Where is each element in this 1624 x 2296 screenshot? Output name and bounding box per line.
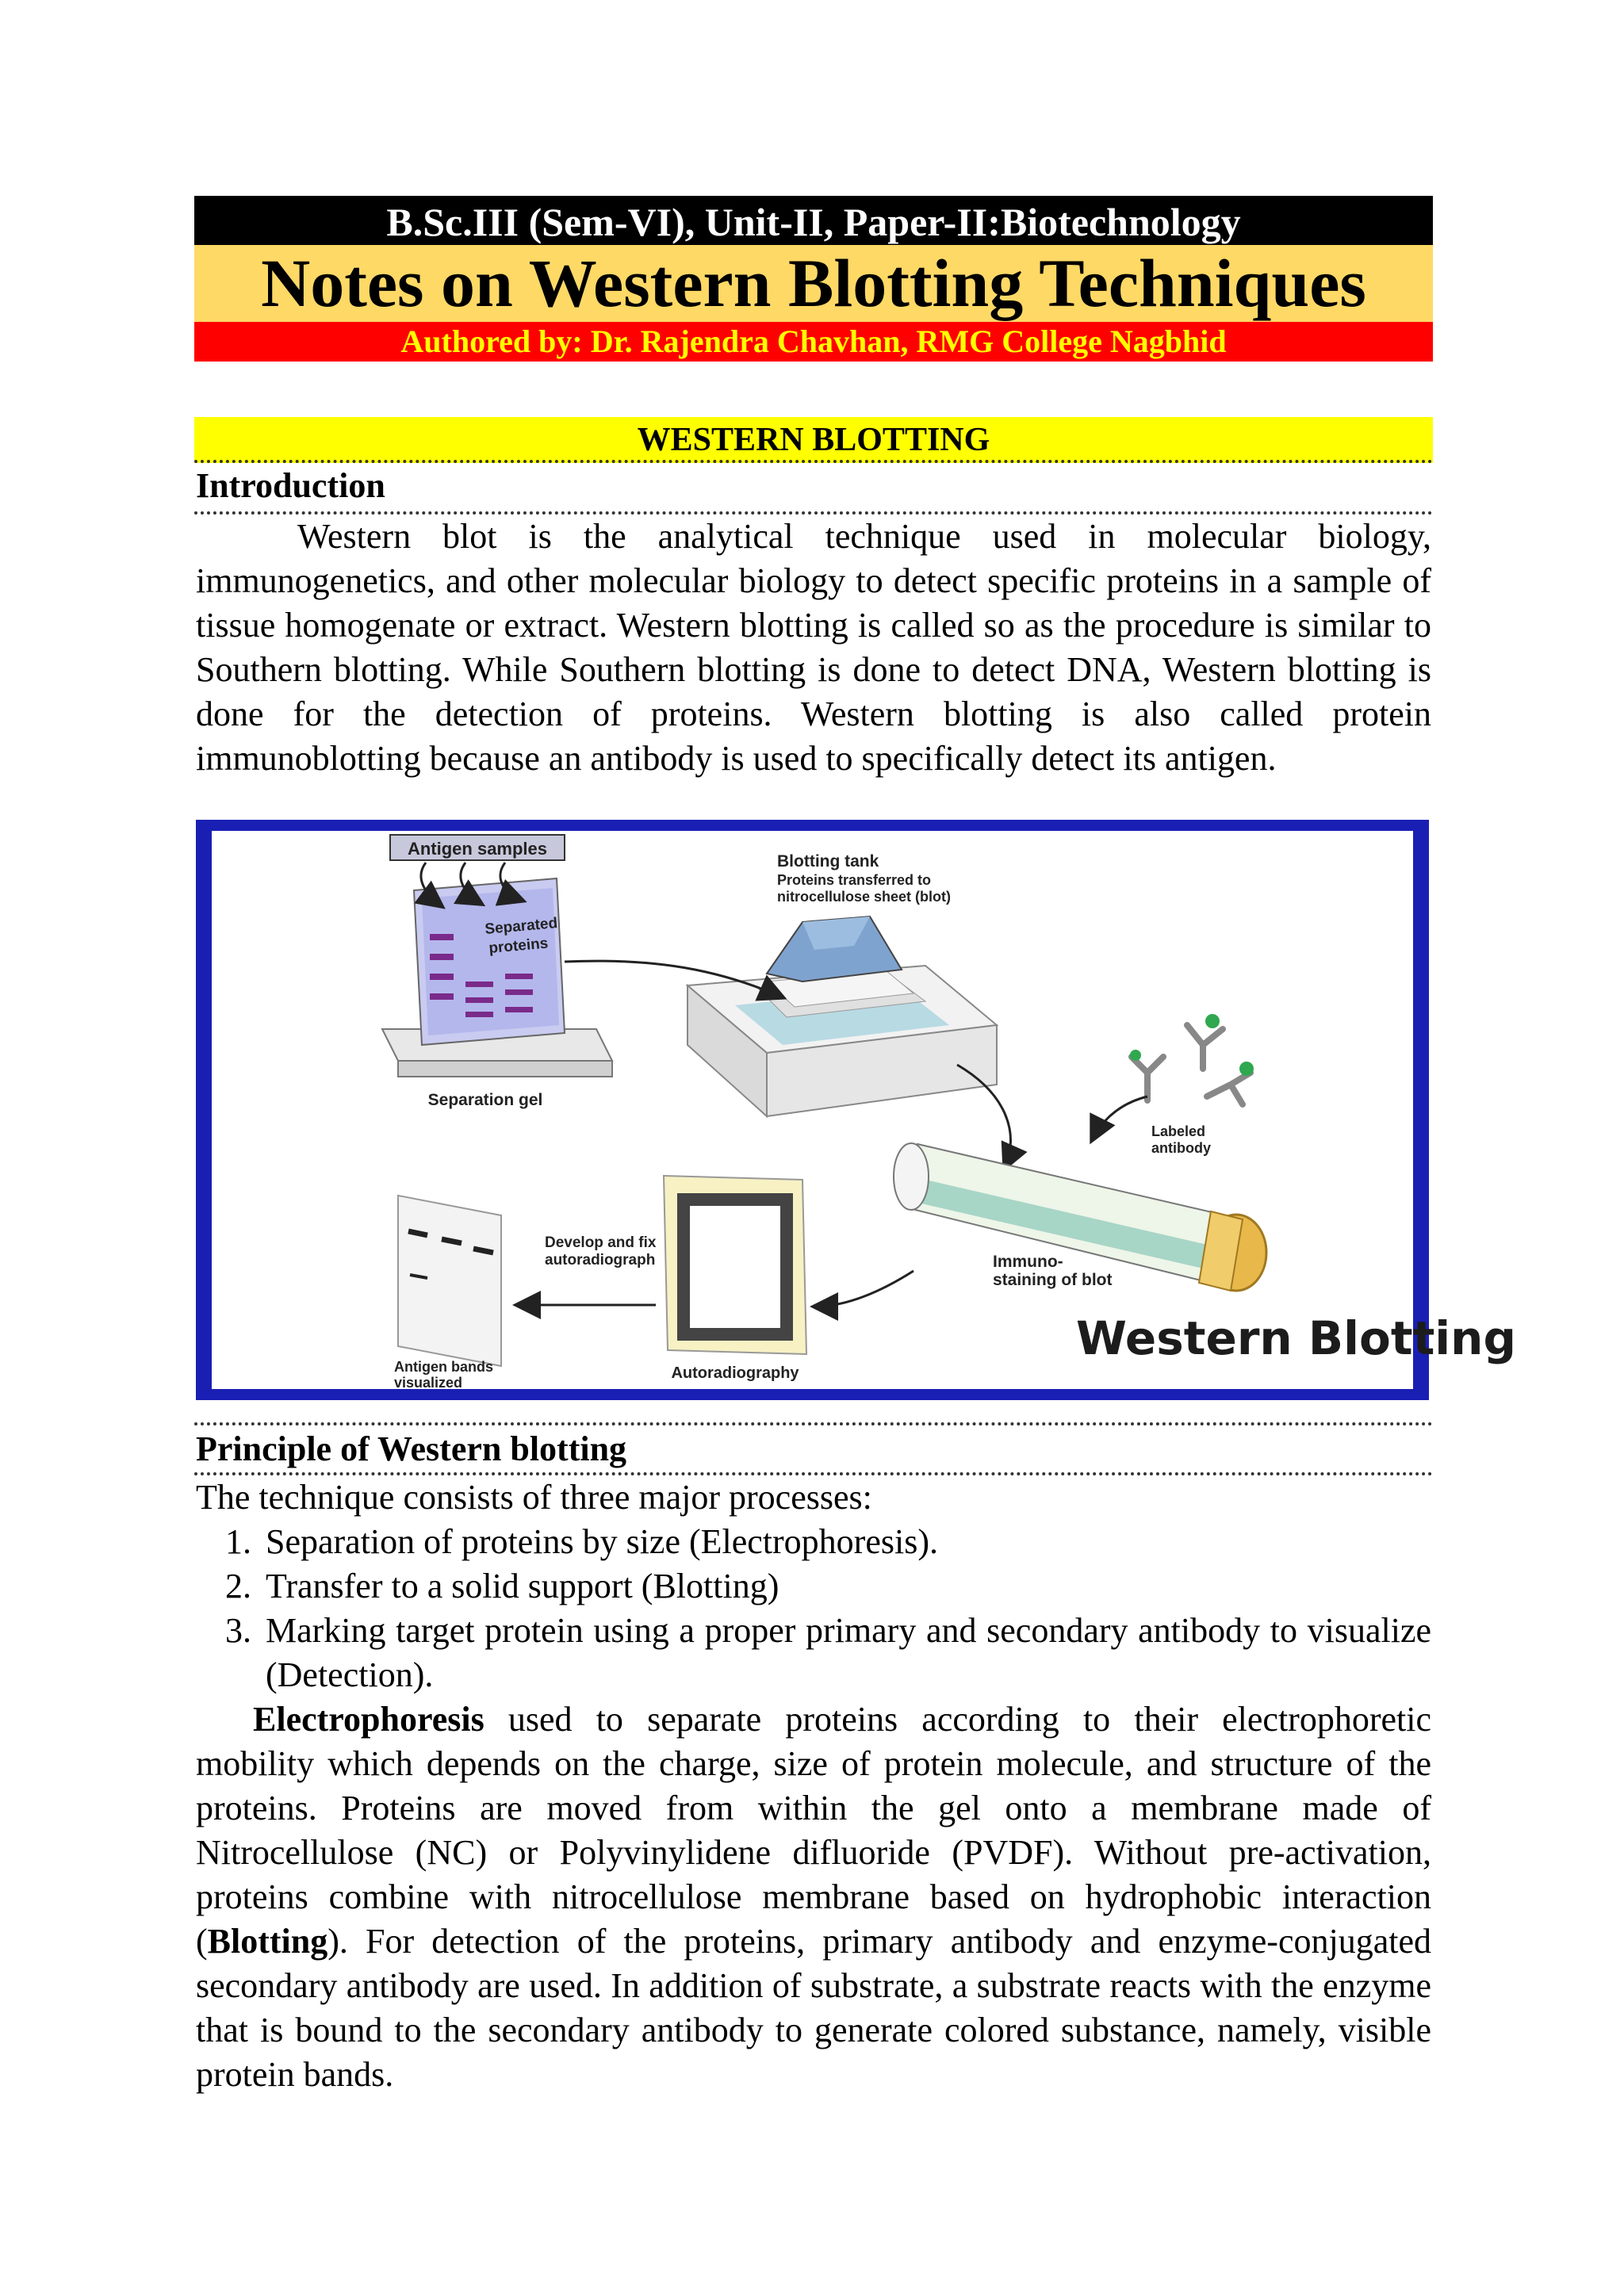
list-item [196,1520,1431,1564]
list-item [196,1609,1431,1697]
list-number: 2. [225,1567,251,1605]
introduction-heading: Introduction [196,466,385,505]
bold-term: Electrophoresis [253,1700,485,1739]
list-item [196,1564,1431,1609]
divider [194,1422,1433,1425]
principle-text [196,1697,1431,2097]
separated-label: Separated [484,915,558,938]
develop-label: Develop and fix [545,1234,657,1251]
diagram-canvas [212,831,1516,1391]
document-title: Notes on Western Blotting Techniques [194,245,1433,322]
western-blotting-diagram [196,820,1516,1400]
principle-lead [196,1475,1431,1520]
immuno-label: Immuno- [993,1253,1063,1271]
separation-gel-label: Separation gel [427,1091,543,1109]
list-number: 3. [225,1611,251,1650]
antigen-samples-label: Antigen samples [407,839,548,859]
author-banner: Authored by: Dr. Rajendra Chavhan, RMG College Nagbhid [194,322,1433,362]
blotting-tank-sub2: nitrocellulose sheet (blot) [777,889,952,905]
list-text: Transfer to a solid support (Blotting) [266,1567,779,1605]
labeled-label: Labeled [1151,1123,1206,1139]
blotting-tank-sub1: Proteins transferred to [777,872,932,888]
principle-lead-text: The technique consists of three major processes: [196,1478,872,1517]
section-title: WESTERN BLOTTING [194,417,1433,463]
course-banner: B.Sc.III (Sem-VI), Unit-II, Paper-II:Biotechnology [194,196,1433,245]
blotting-tank-label: Blotting tank [777,852,879,871]
autoradiography-label: Autoradiography [671,1364,799,1382]
principle-steps [196,1520,1431,1697]
autoradiograph-label: autoradiograph [545,1252,656,1269]
antibody-label: antibody [1151,1140,1211,1156]
staining-label: staining of blot [993,1271,1113,1289]
introduction-text [196,515,1431,781]
diagram-watermark-title: Western Blotting [1076,1311,1516,1365]
proteins-label: proteins [488,935,550,957]
paragraph-text: ). For detection of the proteins, primary antibody and enzyme-conjugated secondary antibody are used. In addition of substrate, a substrate reacts with the enzyme that is bound to the secondary antibody to generate colored substance, namely, visible protein bands. [196,1922,1431,2094]
antigen-bands-label: Antigen bands [394,1359,493,1375]
paragraph-text: used to separate proteins according to their electrophoretic mobility which depends on the charge, size of protein molecule, and structure of the proteins. Proteins are moved from within the gel onto a membrane made of Nitrocellulose (NC) or Polyvinylidene difluoride (PVDF). Without pre-activation, proteins combine with nitrocellulose membrane based on hydrophobic interaction ( [196,1700,1431,1961]
visualized-label: visualized [394,1375,463,1391]
list-text: Separation of proteins by size (Electrophoresis). [266,1522,938,1561]
list-text: Marking target protein using a proper primary and secondary antibody to visualize (Detection). [266,1611,1431,1694]
principle-paragraph [196,1697,1431,2097]
bold-term: Blotting [207,1922,328,1961]
antigen-bands-illustration [394,1196,501,1391]
principle-heading: Principle of Western blotting [196,1429,627,1468]
list-number: 1. [225,1522,251,1561]
introduction-paragraph: Western blot is the analytical technique used in molecular biology, immunogenetics, and other molecular biology to detect specific proteins in a sample of tissue homogenate or extract. Western blotting is called so as the procedure is similar to Southern blotting. While Southern blotting is done to detect DNA, Western blotting is done for the detection of proteins. Western blotting is also called protein immunoblotting because an antibody is used to specifically detect its antigen. [196,517,1431,778]
